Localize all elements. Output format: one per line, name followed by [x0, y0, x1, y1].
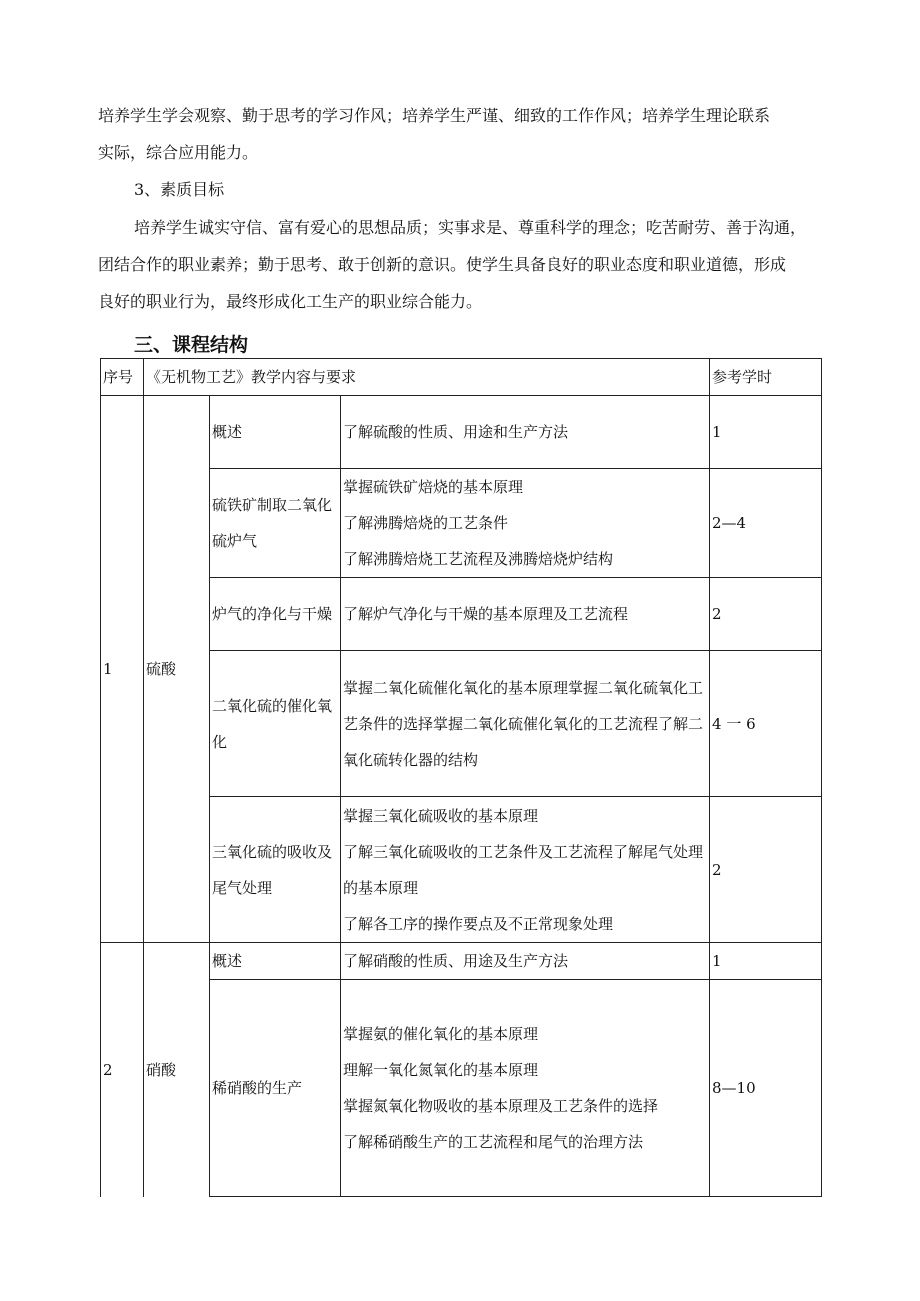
hours-cell: 1 [710, 396, 822, 469]
requirement-line: 了解三氧化硫吸收的工艺条件及工艺流程了解尾气处理的基本原理 [343, 842, 704, 897]
topic-cell: 三氧化硫的吸收及尾气处理 [210, 797, 341, 943]
table-row [101, 980, 822, 1197]
requirement-line: 掌握三氧化硫吸收的基本原理 [343, 806, 539, 825]
header-content: 《无机物工艺》教学内容与要求 [144, 359, 710, 396]
course-structure-table [100, 358, 822, 1197]
requirement-line: 掌握硫铁矿焙烧的基本原理 [343, 478, 524, 496]
requirement-line: 了解稀硝酸生产的工艺流程和尾气的治理方法 [343, 1133, 644, 1151]
intro-line-2: 实际，综合应用能力。 [98, 143, 259, 162]
quality-line-1: 培养学生诚实守信、富有爱心的思想品质；实事求是、尊重科学的理念；吃苦耐劳、善于沟通， [134, 218, 807, 237]
group-name: 硝酸 [144, 943, 210, 1197]
requirement-line: 了解硫酸的性质、用途和生产方法 [343, 423, 569, 441]
group-name: 硫酸 [144, 396, 210, 943]
requirement-line: 掌握二氧化硫催化氧化的基本原理掌握二氧化硫氧化工艺条件的选择掌握二氧化硫催化氧化的工艺流程了解二氧化硫转化器的结构 [343, 678, 704, 769]
requirement-line: 了解硝酸的性质、用途及生产方法 [343, 952, 569, 970]
quality-heading: 3、素质目标 [134, 180, 225, 199]
hours-cell: 1 [710, 943, 822, 980]
requirement-cell [341, 651, 710, 797]
hours-cell: 4 一 6 [710, 651, 822, 797]
quality-line-2: 团结合作的职业素养；勤于思考、敢于创新的意识。使学生具备良好的职业态度和职业道德，形成 [98, 255, 787, 274]
intro-line-1: 培养学生学会观察、勤于思考的学习作风；培养学生严谨、细致的工作作风；培养学生理论联系 [98, 106, 771, 125]
requirement-line: 了解沸腾焙烧的工艺条件 [343, 514, 509, 532]
header-no: 序号 [101, 359, 144, 396]
table-row [101, 797, 822, 943]
section-title: 三、课程结构 [134, 334, 249, 356]
intro-paragraph [98, 97, 828, 171]
requirement-cell [341, 943, 710, 980]
requirement-cell [341, 797, 710, 943]
requirement-cell [341, 469, 710, 578]
requirement-cell [341, 980, 710, 1197]
topic-cell: 稀硝酸的生产 [210, 980, 341, 1197]
group-no: 1 [101, 396, 144, 943]
hours-cell: 2 [710, 578, 822, 651]
requirement-cell [341, 396, 710, 469]
quality-paragraph [98, 209, 828, 320]
topic-cell: 概述 [210, 943, 341, 980]
requirement-line: 理解一氧化氮氧化的基本原理 [343, 1061, 539, 1079]
requirement-line: 了解各工序的操作要点及不正常现象处理 [343, 914, 614, 933]
table-header-row [101, 359, 822, 396]
requirement-cell [341, 578, 710, 651]
table-row [101, 943, 822, 980]
requirement-line: 掌握氮氧化物吸收的基本原理及工艺条件的选择 [343, 1097, 659, 1115]
topic-cell: 二氧化硫的催化氧化 [210, 651, 341, 797]
hours-cell: 8—10 [710, 980, 822, 1197]
table-row [101, 469, 822, 578]
hours-cell: 2—4 [710, 469, 822, 578]
hours-cell: 2 [710, 797, 822, 943]
quality-line-3: 良好的职业行为，最终形成化工生产的职业综合能力。 [98, 292, 483, 311]
table-row [101, 578, 822, 651]
header-hours: 参考学时 [710, 359, 822, 396]
topic-cell: 炉气的净化与干燥 [210, 578, 341, 651]
topic-cell: 硫铁矿制取二氧化硫炉气 [210, 469, 341, 578]
requirement-line: 了解炉气净化与干燥的基本原理及工艺流程 [343, 605, 629, 623]
topic-cell: 概述 [210, 396, 341, 469]
group-no: 2 [101, 943, 144, 1197]
table-row [101, 651, 822, 797]
requirement-line: 了解沸腾焙烧工艺流程及沸腾焙烧炉结构 [343, 550, 614, 568]
table-row [101, 396, 822, 469]
requirement-line: 掌握氨的催化氧化的基本原理 [343, 1025, 539, 1043]
